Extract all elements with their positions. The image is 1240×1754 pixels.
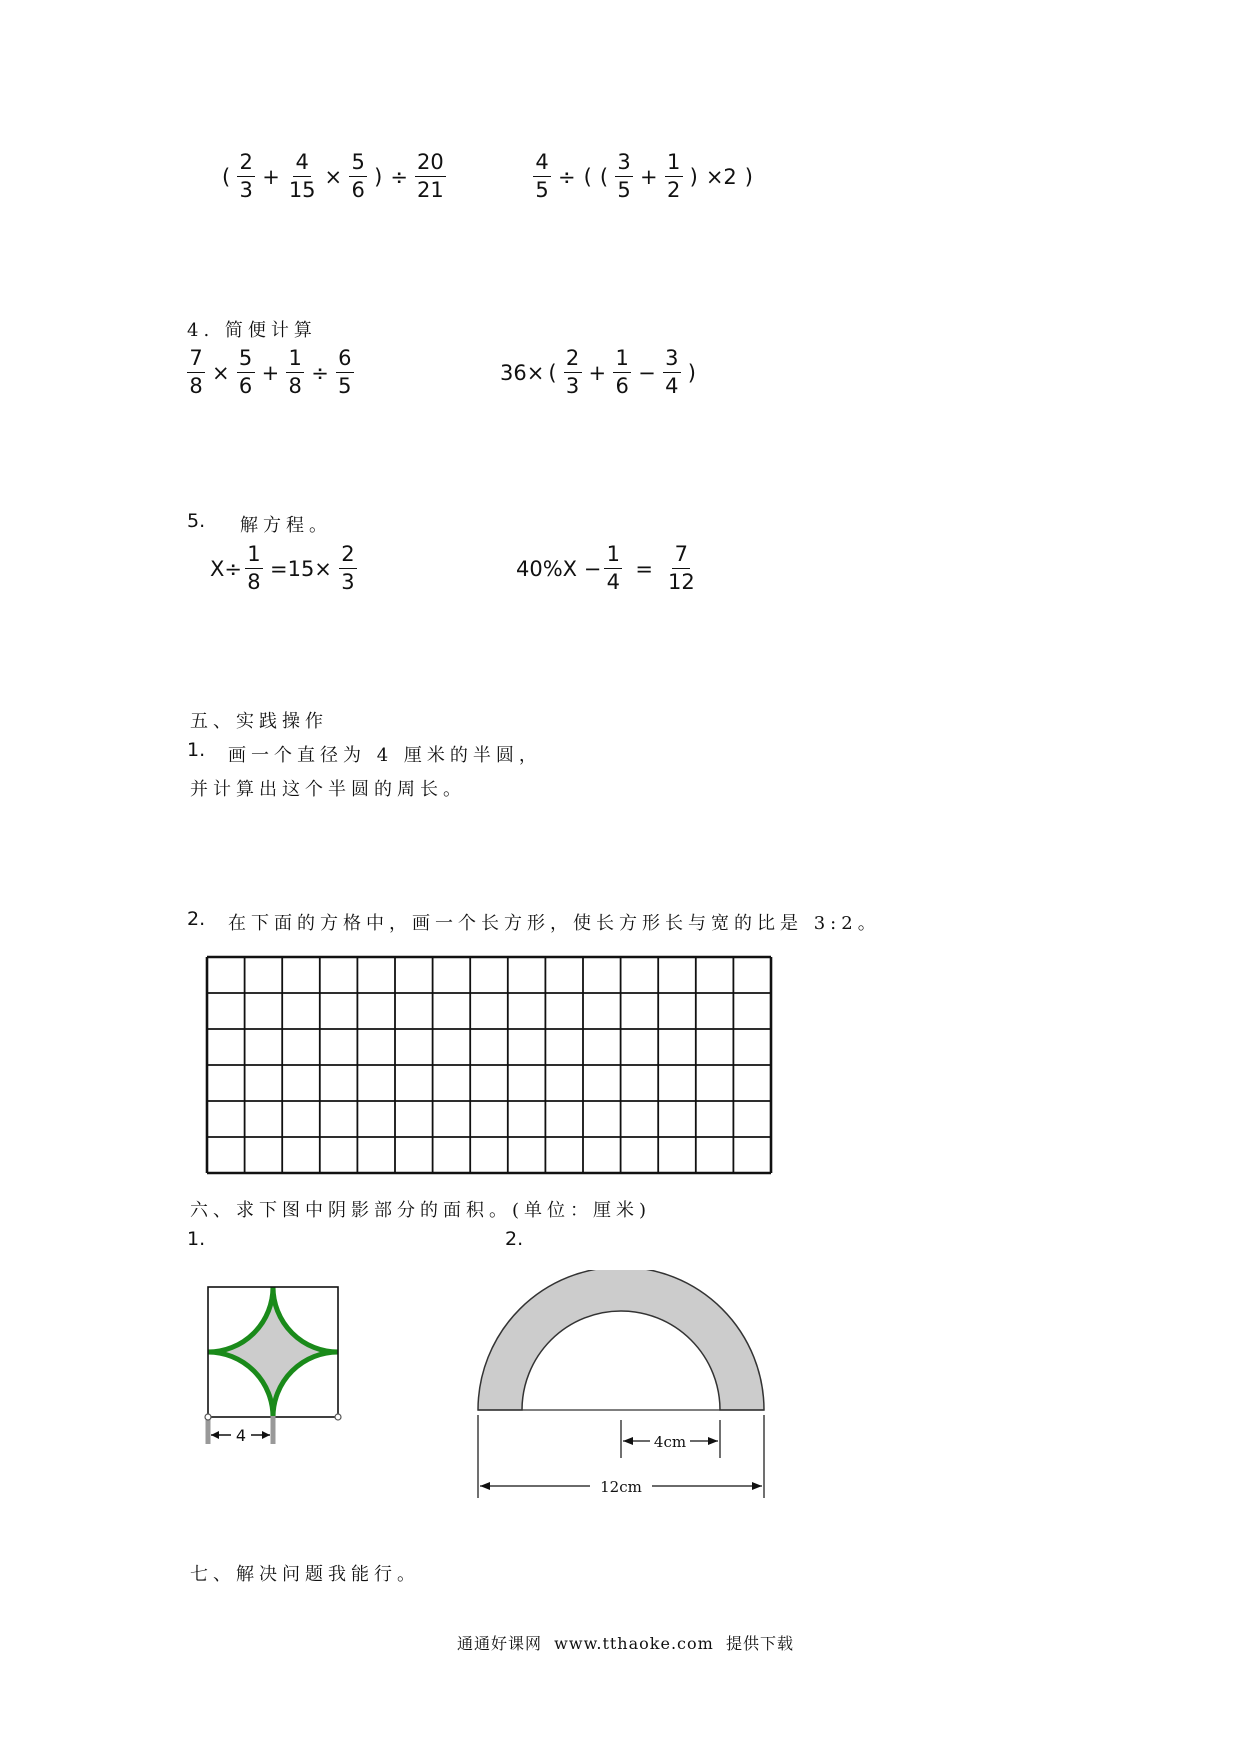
shaded-star-region: [208, 1287, 338, 1417]
operator: =15×: [269, 556, 332, 581]
fraction: $\frac{2}{3}$: [564, 348, 582, 397]
fraction: $\frac{3}{5}$: [615, 152, 633, 201]
shaded-ring: [478, 1270, 764, 1410]
paren: ): [687, 360, 696, 385]
s5-p1-line2: 并计算出这个半圆的周长。: [190, 779, 466, 800]
q5-equation-1: [210, 544, 360, 593]
figure-2-inner-label: 4cm: [653, 1433, 687, 1451]
corner-point: [205, 1414, 211, 1420]
paren: (: [583, 164, 592, 189]
paren: ): [744, 164, 753, 189]
arrow-head-left: [211, 1431, 219, 1439]
fraction: $\frac{2}{3}$: [339, 544, 357, 593]
fraction: $\frac{1}{2}$: [665, 152, 683, 201]
operator: ÷: [558, 164, 576, 189]
fraction: $\frac{20}{21}$: [416, 150, 444, 202]
s5-p1-line1: 画一个直径为 4 厘米的半圆，: [228, 745, 542, 766]
figure-1-square-arcs: [195, 1275, 355, 1465]
operator: X÷: [210, 556, 242, 581]
fraction: $\frac{3}{4}$: [663, 348, 681, 397]
q4-expression-2: [500, 348, 700, 397]
arrow-head: [480, 1482, 490, 1490]
fraction: $\frac{4}{5}$: [533, 152, 551, 201]
fraction: $\frac{1}{6}$: [613, 348, 631, 397]
fraction: $\frac{1}{8}$: [286, 348, 304, 397]
operator: +: [261, 360, 280, 385]
q5-number: 5.: [187, 510, 206, 532]
operator: 36×: [500, 360, 545, 385]
operator: =: [635, 556, 653, 581]
section-5-title: 五、实践操作: [190, 711, 328, 732]
figure-1-number: 1.: [187, 1228, 206, 1250]
page-footer: 通通好课网 www.tthaoke.com 提供下载: [457, 1634, 794, 1653]
fraction: $\frac{5}{6}$: [237, 348, 255, 397]
q3-expression-1: [218, 152, 449, 201]
figure-2-outer-label: 12cm: [600, 1478, 642, 1496]
operator: ×: [212, 360, 230, 385]
figure-1-dimension-label: 4: [235, 1426, 247, 1445]
s5-p1-number: 1.: [187, 739, 206, 761]
s5-p2-text: 在下面的方格中，画一个长方形，使长方形长与宽的比是 3:2。: [228, 913, 881, 934]
q4-label: 4. 简便计算: [187, 320, 317, 341]
section-7-title: 七、解决问题我能行。: [190, 1564, 420, 1585]
q3-expression-2: [530, 152, 757, 201]
square-grid[interactable]: [205, 955, 773, 1175]
q5-equation-2: [516, 544, 700, 593]
operator: −: [638, 360, 656, 385]
paren: (: [222, 164, 231, 189]
q4-expression-1: [184, 348, 357, 397]
fraction: $\frac{6}{5}$: [336, 348, 354, 397]
fraction: $\frac{5}{6}$: [349, 152, 367, 201]
operator: ×2: [705, 164, 737, 189]
corner-point: [335, 1414, 341, 1420]
operator: 40%X −: [516, 556, 602, 581]
fraction: $\frac{1}{8}$: [245, 544, 263, 593]
fraction: $\frac{7}{8}$: [187, 348, 205, 397]
operator: +: [588, 360, 607, 385]
paren: (: [599, 164, 609, 189]
figure-2-number: 2.: [505, 1228, 524, 1250]
paren: ): [374, 164, 383, 189]
arrow-head: [623, 1437, 633, 1445]
operator: +: [640, 164, 658, 189]
operator: +: [262, 164, 280, 189]
q5-label: 解方程。: [240, 515, 332, 536]
operator: ×: [324, 164, 343, 189]
operator: ÷: [311, 360, 329, 385]
s5-p2-number: 2.: [187, 908, 206, 930]
operator: ÷: [390, 164, 408, 189]
figure-2-half-ring: [470, 1270, 780, 1510]
paren: (: [548, 360, 557, 385]
fraction: $\frac{2}{3}$: [237, 152, 255, 201]
arrow-head: [752, 1482, 762, 1490]
paren: ): [689, 164, 698, 189]
section-6-title: 六、求下图中阴影部分的面积。(单位：厘米): [190, 1200, 652, 1221]
fraction: $\frac{4}{15}$: [288, 150, 316, 202]
grid-lines: [207, 957, 771, 1173]
arrow-head-right: [262, 1431, 270, 1439]
fraction: $\frac{1}{4}$: [604, 544, 622, 593]
fraction: $\frac{7}{12}$: [667, 542, 695, 594]
arrow-head: [708, 1437, 718, 1445]
